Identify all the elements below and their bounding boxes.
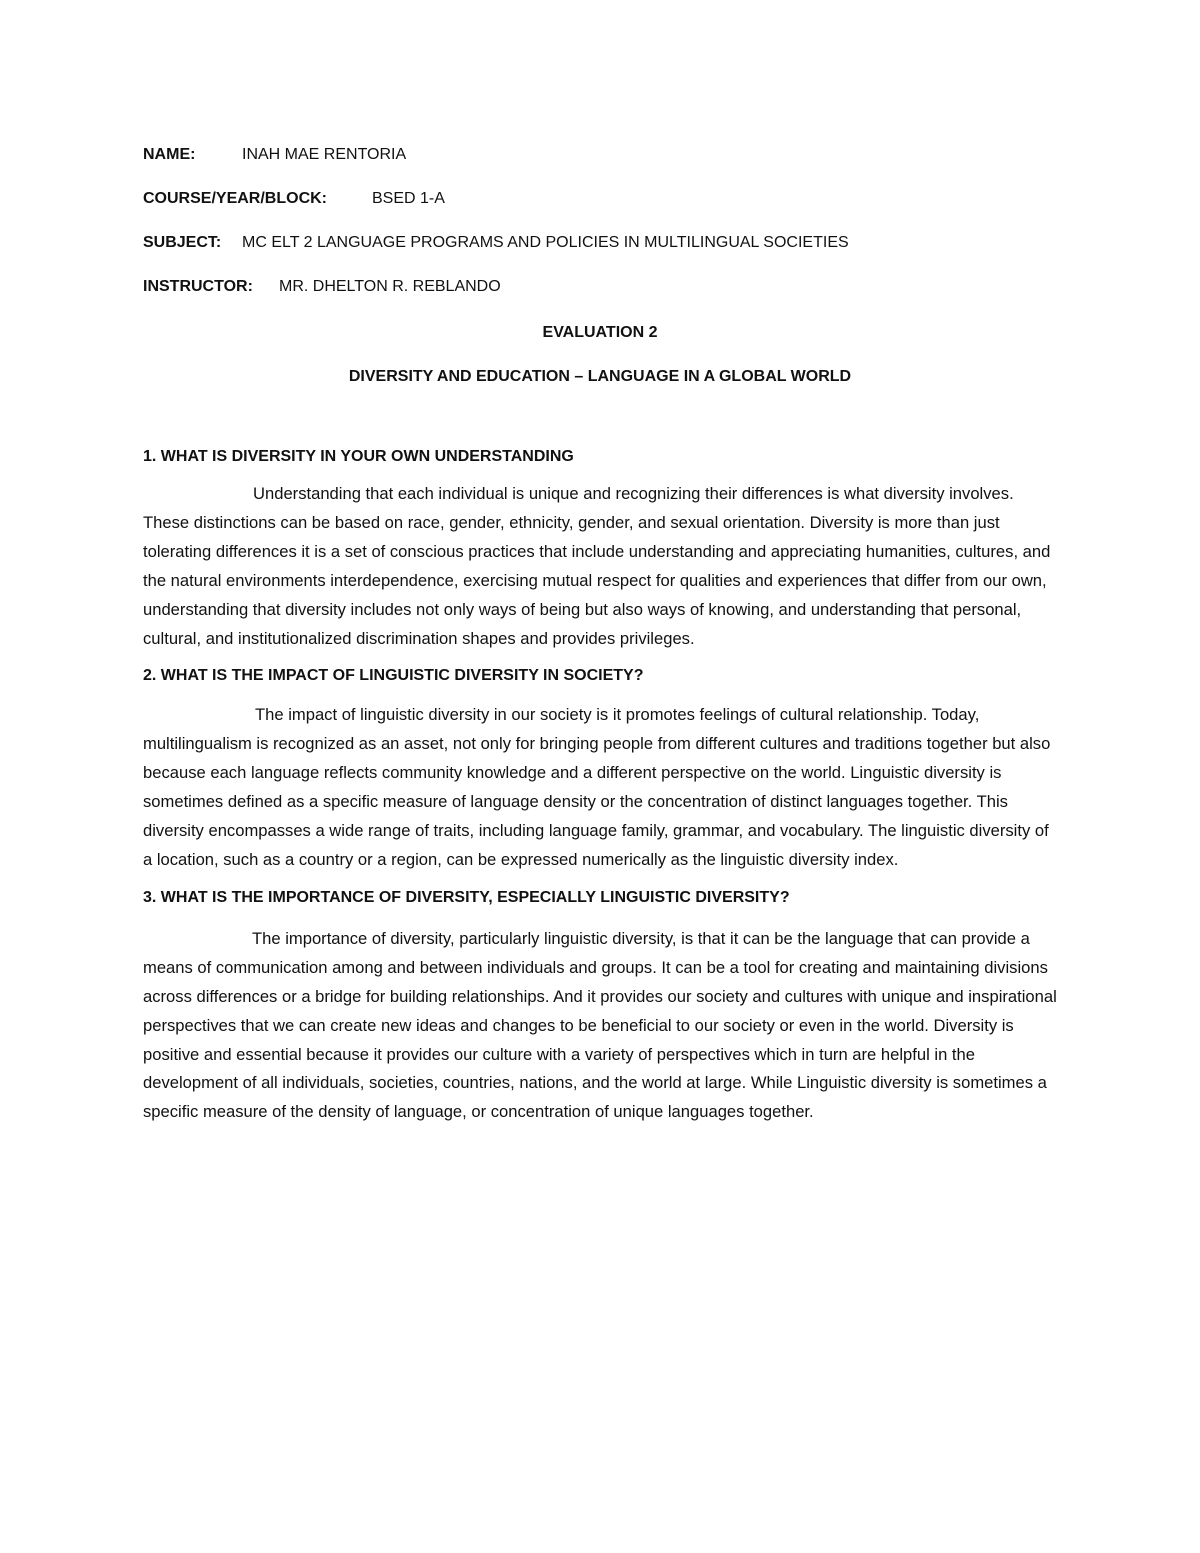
name-row [143,144,1058,188]
answer-3: The importance of diversity, particularly linguistic diversity, is that it can be the language that can provide a means of communication among and between individuals and groups. It can be a tool for creating and maintaining divisions across differences or a bridge for building relationships. And it provides our society and cultures with unique and inspirational perspectives that we can create new ideas and changes to be beneficial to our society or even in the world. Diversity is positive and essential because it provides our culture with a variety of perspectives which in turn are helpful in the development of all individuals, societies, countries, nations, and the world at large. While Linguistic diversity is sometimes a specific measure of the density of language, or concentration of unique languages together. [143,928,1057,1122]
course-row [143,188,1058,232]
name-value: INAH MAE RENTORIA [242,146,407,163]
instructor-row [143,276,1058,320]
answer-1: Understanding that each individual is unique and recognizing their differences is what diversity involves. These distinctions can be based on race, gender, ethnicity, gender, and sexual orientation. Diversity is more than just tolerating differences it is a set of conscious practices that include understanding and appreciating humanities, cultures, and the natural environments interdependence, exercising mutual respect for qualities and experiences that differ from our own, understanding that diversity includes not only ways of being but also ways of knowing, and understanding that personal, cultural, and institutionalized discrimination shapes and provides privileges. [143,484,1051,648]
document-content [143,144,1058,1127]
subject-value: MC ELT 2 LANGUAGE PROGRAMS AND POLICIES IN MULTILINGUAL SOCIETIES [242,234,849,251]
subject-label: SUBJECT: [143,234,222,251]
question-1: 1. WHAT IS DIVERSITY IN YOUR OWN UNDERSTANDING [143,448,574,465]
subject-row [143,232,1058,276]
question-2: 2. WHAT IS THE IMPACT OF LINGUISTIC DIVERSITY IN SOCIETY? [143,667,644,685]
question-3: 3. WHAT IS THE IMPORTANCE OF DIVERSITY, ESPECIALLY LINGUISTIC DIVERSITY? [143,888,790,906]
instructor-label: INSTRUCTOR: [143,278,253,295]
evaluation-title: EVALUATION 2 [542,324,658,341]
course-label: COURSE/YEAR/BLOCK: [143,190,328,207]
course-value: BSED 1-A [372,190,445,207]
instructor-value: MR. DHELTON R. REBLANDO [279,278,501,295]
answer-2: The impact of linguistic diversity in our society is it promotes feelings of cultural relationship. Today, multilingualism is recognized as an asset, not only for bringing people from different cultures and traditions together but also because each language reflects community knowledge and a different perspective on the world. Linguistic diversity is sometimes defined as a specific measure of language density or the concentration of distinct languages together. This diversity encompasses a wide range of traits, including language family, grammar, and vocabulary. The linguistic diversity of a location, such as a country or a region, can be expressed numerically as the linguistic diversity index. [143,705,1051,869]
topic-title: DIVERSITY AND EDUCATION – LANGUAGE IN A GLOBAL WORLD [348,368,852,385]
name-label: NAME: [143,146,196,163]
